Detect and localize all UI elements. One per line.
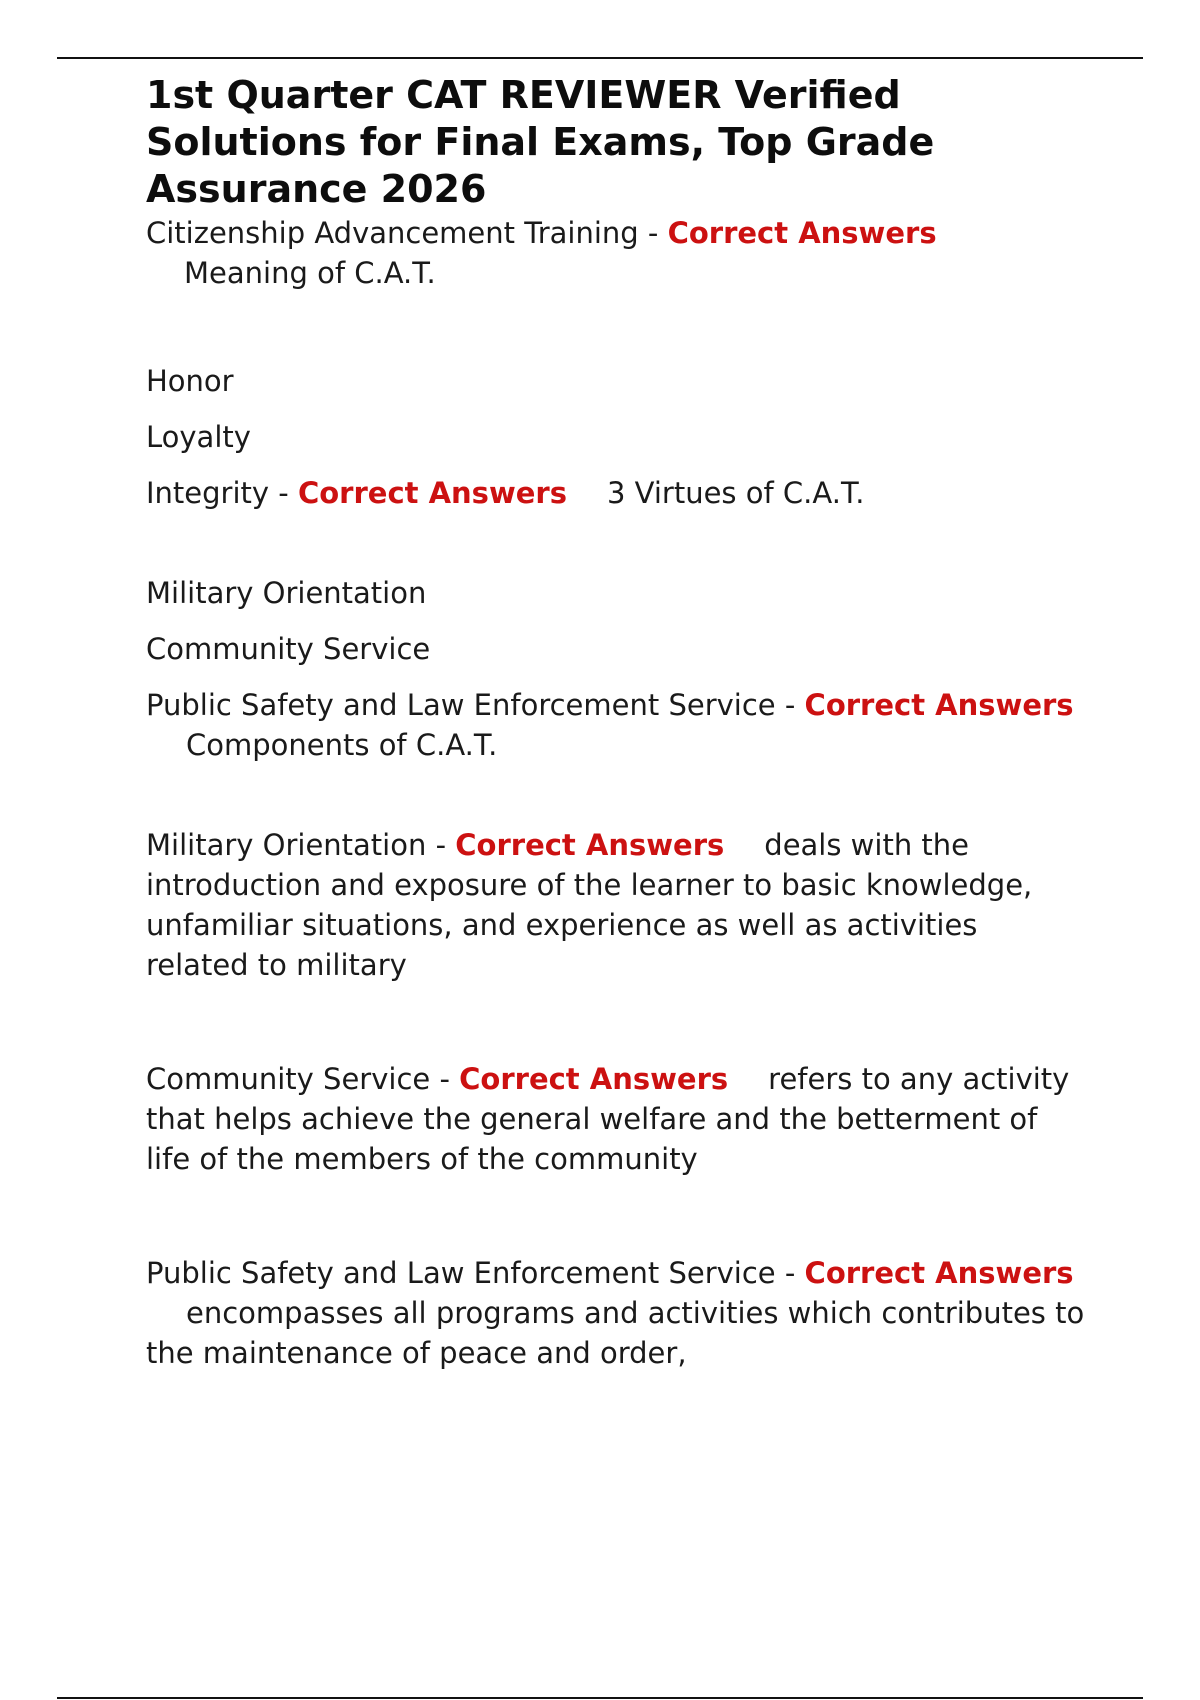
document-title: 1st Quarter CAT REVIEWER Verified Solutions for Final Exams, Top Grade Assurance 2026 xyxy=(146,73,935,211)
correct-answers-marker: Correct Answers xyxy=(804,688,1074,722)
answer-text: deals with the introduction and exposure of the learner to basic knowledge, unfamiliar situations, and experience as well as activities related to military xyxy=(146,828,1033,982)
list-item: Loyalty xyxy=(146,420,251,454)
answer-text: Meaning of C.A.T. xyxy=(184,256,436,290)
correct-answers-marker: Correct Answers xyxy=(455,828,725,862)
document-body xyxy=(146,72,1086,1373)
question-line xyxy=(146,685,1086,765)
qa-item-4 xyxy=(146,825,1086,985)
question-line xyxy=(146,825,1086,985)
question-line xyxy=(146,1253,1086,1373)
correct-answers-marker: Correct Answers xyxy=(459,1062,729,1096)
qa-item-1 xyxy=(146,213,1086,293)
question-text: Citizenship Advancement Training - xyxy=(146,216,668,250)
qa-item-6 xyxy=(146,1253,1086,1373)
answer-text: refers to any activity that helps achieve the general welfare and the betterment of life of the members of the community xyxy=(146,1062,1070,1176)
qa-item-2 xyxy=(146,361,1086,513)
qa-item-3 xyxy=(146,573,1086,765)
qa-item-5 xyxy=(146,1059,1086,1179)
answer-text: encompasses all programs and activities which contributes to the maintenance of peace and order, xyxy=(146,1296,1085,1370)
question-text: Public Safety and Law Enforcement Service - xyxy=(146,1256,805,1290)
question-line xyxy=(146,213,1086,253)
top-rule xyxy=(57,57,1143,59)
correct-answers-marker: Correct Answers xyxy=(667,216,937,250)
question-line xyxy=(146,1059,1086,1179)
list-item: Honor xyxy=(146,364,234,398)
list-item: Community Service xyxy=(146,632,431,666)
question-text: Integrity - xyxy=(146,476,298,510)
bottom-rule xyxy=(57,1697,1143,1699)
question-text: Community Service - xyxy=(146,1062,460,1096)
question-text: Military Orientation - xyxy=(146,828,456,862)
question-text: Public Safety and Law Enforcement Service - xyxy=(146,688,805,722)
answer-text: Components of C.A.T. xyxy=(186,728,498,762)
correct-answers-marker: Correct Answers xyxy=(804,1256,1074,1290)
question-line xyxy=(146,473,1086,513)
list-item: Military Orientation xyxy=(146,576,427,610)
answer-text: 3 Virtues of C.A.T. xyxy=(606,476,865,510)
correct-answers-marker: Correct Answers xyxy=(297,476,567,510)
